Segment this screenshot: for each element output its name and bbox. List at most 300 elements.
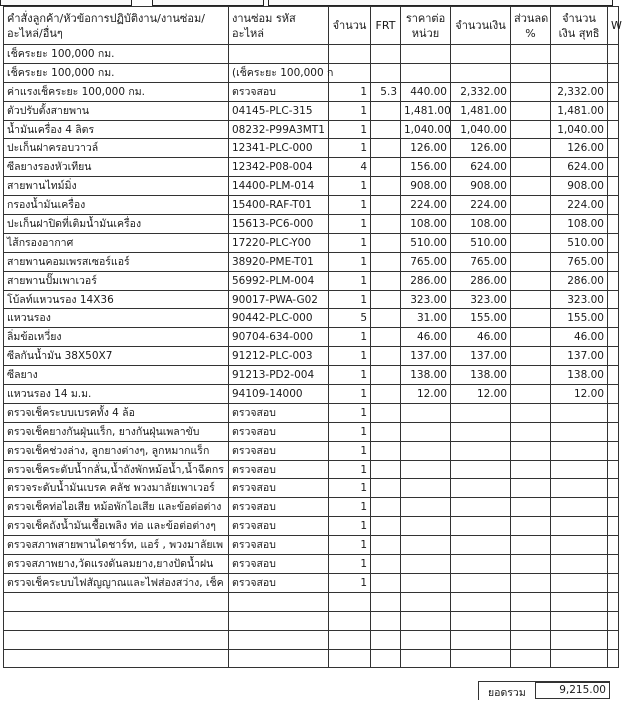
- row-qty: 1: [329, 196, 371, 215]
- row-extra: [608, 101, 619, 120]
- table-row: [4, 82, 619, 101]
- row-code: ตรวจสอบ: [229, 479, 329, 498]
- row-qty: [329, 630, 371, 649]
- header-description: คำสั่งลูกค้า/หัวข้อการปฏิบัติงาน/งานซ่อม/อะไหล่/อื่นๆ: [4, 7, 229, 45]
- row-amount: [451, 517, 511, 536]
- row-amount: [451, 422, 511, 441]
- table-row: [4, 611, 619, 630]
- row-code: 17220-PLC-Y00: [229, 233, 329, 252]
- row-description: สายพานคอมเพรสเซอร์แอร์: [4, 252, 229, 271]
- row-extra: [608, 215, 619, 234]
- row-frt: [371, 328, 401, 347]
- row-qty: 1: [329, 252, 371, 271]
- row-qty: 1: [329, 517, 371, 536]
- row-amount: [451, 611, 511, 630]
- row-qty: 1: [329, 347, 371, 366]
- row-unit-price: 765.00: [401, 252, 451, 271]
- row-frt: [371, 385, 401, 404]
- row-qty: 1: [329, 215, 371, 234]
- row-frt: [371, 592, 401, 611]
- row-code: 91212-PLC-003: [229, 347, 329, 366]
- row-code: [229, 45, 329, 64]
- row-frt: [371, 215, 401, 234]
- row-qty: 1: [329, 573, 371, 592]
- table-row: [4, 120, 619, 139]
- row-amount: [451, 441, 511, 460]
- row-discount: [511, 45, 551, 64]
- row-code: [229, 611, 329, 630]
- row-net-amount: [551, 422, 608, 441]
- row-amount: 46.00: [451, 328, 511, 347]
- row-amount: 224.00: [451, 196, 511, 215]
- row-frt: [371, 101, 401, 120]
- row-description: ไส้กรองอากาศ: [4, 233, 229, 252]
- row-net-amount: 46.00: [551, 328, 608, 347]
- row-code: [229, 630, 329, 649]
- row-discount: [511, 233, 551, 252]
- row-frt: [371, 120, 401, 139]
- row-extra: [608, 573, 619, 592]
- row-extra: [608, 271, 619, 290]
- row-discount: [511, 573, 551, 592]
- row-net-amount: [551, 498, 608, 517]
- row-extra: [608, 309, 619, 328]
- row-code: 15400-RAF-T01: [229, 196, 329, 215]
- row-unit-price: 156.00: [401, 158, 451, 177]
- row-net-amount: [551, 536, 608, 555]
- total-box: [478, 681, 611, 700]
- row-discount: [511, 441, 551, 460]
- row-discount: [511, 460, 551, 479]
- row-code: 15613-PC6-000: [229, 215, 329, 234]
- table-row: [4, 366, 619, 385]
- row-code: ตรวจสอบ: [229, 536, 329, 555]
- row-qty: 1: [329, 385, 371, 404]
- row-net-amount: [551, 649, 608, 668]
- row-code: 12341-PLC-000: [229, 139, 329, 158]
- row-description: ลิ่มข้อเหวี่ยง: [4, 328, 229, 347]
- table-row: [4, 536, 619, 555]
- row-code: 12342-P08-004: [229, 158, 329, 177]
- row-unit-price: [401, 441, 451, 460]
- row-extra: [608, 385, 619, 404]
- row-qty: 1: [329, 403, 371, 422]
- row-description: เช็คระยะ 100,000 กม.: [4, 45, 229, 64]
- table-row: [4, 517, 619, 536]
- row-frt: [371, 460, 401, 479]
- table-row: [4, 630, 619, 649]
- row-extra: [608, 422, 619, 441]
- row-description: [4, 592, 229, 611]
- header-code: งานซ่อม รหัสอะไหล่: [229, 7, 329, 45]
- row-amount: 12.00: [451, 385, 511, 404]
- table-row: [4, 649, 619, 668]
- row-code: ตรวจสอบ: [229, 498, 329, 517]
- row-code: ตรวจสอบ: [229, 460, 329, 479]
- table-row: [4, 45, 619, 64]
- row-extra: [608, 479, 619, 498]
- row-discount: [511, 347, 551, 366]
- row-amount: [451, 479, 511, 498]
- row-discount: [511, 555, 551, 574]
- row-extra: [608, 120, 619, 139]
- row-description: ตรวจเช็คท่อไอเสีย หม้อพักไอเสีย และข้อต่อต่าง: [4, 498, 229, 517]
- row-frt: [371, 630, 401, 649]
- row-frt: [371, 290, 401, 309]
- row-frt: [371, 309, 401, 328]
- row-amount: 1,481.00: [451, 101, 511, 120]
- row-frt: [371, 158, 401, 177]
- row-net-amount: 1,040.00: [551, 120, 608, 139]
- row-unit-price: [401, 498, 451, 517]
- row-qty: 1: [329, 460, 371, 479]
- row-net-amount: [551, 630, 608, 649]
- row-discount: [511, 536, 551, 555]
- row-discount: [511, 271, 551, 290]
- row-description: ตรวจเช็คถังน้ำมันเชื้อเพลิง ท่อ และข้อต่อต่างๆ: [4, 517, 229, 536]
- row-unit-price: 137.00: [401, 347, 451, 366]
- row-code: 56992-PLM-004: [229, 271, 329, 290]
- row-qty: 1: [329, 441, 371, 460]
- table-row: [4, 233, 619, 252]
- row-discount: [511, 82, 551, 101]
- row-frt: [371, 555, 401, 574]
- row-unit-price: 440.00: [401, 82, 451, 101]
- row-description: ตรวจเช็คระดับน้ำกลั่น,น้ำถังพักหม้อน้ำ,น้ำฉีดกร: [4, 460, 229, 479]
- row-unit-price: [401, 422, 451, 441]
- row-code: 14400-PLM-014: [229, 177, 329, 196]
- row-amount: 126.00: [451, 139, 511, 158]
- row-discount: [511, 139, 551, 158]
- row-net-amount: [551, 592, 608, 611]
- row-qty: 1: [329, 290, 371, 309]
- row-qty: [329, 611, 371, 630]
- table-row: [4, 347, 619, 366]
- row-extra: [608, 196, 619, 215]
- header-discount: ส่วนลด %: [511, 7, 551, 45]
- row-amount: 765.00: [451, 252, 511, 271]
- row-net-amount: 323.00: [551, 290, 608, 309]
- row-discount: [511, 649, 551, 668]
- row-qty: 1: [329, 82, 371, 101]
- row-net-amount: [551, 611, 608, 630]
- row-extra: [608, 611, 619, 630]
- header-qty: จำนวน: [329, 7, 371, 45]
- row-unit-price: [401, 460, 451, 479]
- row-description: ค่าแรงเช็คระยะ 100,000 กม.: [4, 82, 229, 101]
- table-row: [4, 101, 619, 120]
- table-row: [4, 460, 619, 479]
- row-frt: [371, 536, 401, 555]
- row-extra: [608, 366, 619, 385]
- table-row: [4, 573, 619, 592]
- row-frt: [371, 479, 401, 498]
- row-description: สายพานปั๊มเพาเวอร์: [4, 271, 229, 290]
- row-frt: [371, 403, 401, 422]
- row-discount: [511, 366, 551, 385]
- row-frt: [371, 573, 401, 592]
- table-row: [4, 441, 619, 460]
- row-discount: [511, 120, 551, 139]
- row-description: [4, 649, 229, 668]
- row-unit-price: [401, 573, 451, 592]
- row-discount: [511, 196, 551, 215]
- row-extra: [608, 252, 619, 271]
- row-net-amount: 1,481.00: [551, 101, 608, 120]
- row-frt: [371, 366, 401, 385]
- row-net-amount: [551, 555, 608, 574]
- row-net-amount: 155.00: [551, 309, 608, 328]
- row-extra: [608, 517, 619, 536]
- row-frt: [371, 649, 401, 668]
- row-description: แหวนรอง: [4, 309, 229, 328]
- row-amount: [451, 498, 511, 517]
- row-code: ตรวจสอบ: [229, 403, 329, 422]
- row-unit-price: 1,481.00: [401, 101, 451, 120]
- row-qty: 1: [329, 536, 371, 555]
- row-frt: [371, 347, 401, 366]
- row-extra: [608, 328, 619, 347]
- table-row: [4, 309, 619, 328]
- table-row: [4, 592, 619, 611]
- row-extra: [608, 403, 619, 422]
- row-description: สายพานไทม์มิ่ง: [4, 177, 229, 196]
- row-discount: [511, 158, 551, 177]
- row-code: ตรวจสอบ: [229, 422, 329, 441]
- row-amount: [451, 592, 511, 611]
- row-code: 04145-PLC-315: [229, 101, 329, 120]
- row-net-amount: 286.00: [551, 271, 608, 290]
- row-net-amount: 224.00: [551, 196, 608, 215]
- row-unit-price: [401, 536, 451, 555]
- table-row: [4, 328, 619, 347]
- row-description: [4, 611, 229, 630]
- row-qty: 1: [329, 498, 371, 517]
- row-description: แหวนรอง 14 ม.ม.: [4, 385, 229, 404]
- row-unit-price: [401, 592, 451, 611]
- row-amount: 908.00: [451, 177, 511, 196]
- row-frt: [371, 422, 401, 441]
- row-extra: [608, 441, 619, 460]
- row-code: (เช็คระยะ 100,000 ก: [229, 63, 329, 82]
- row-extra: [608, 630, 619, 649]
- row-discount: [511, 611, 551, 630]
- row-amount: 510.00: [451, 233, 511, 252]
- row-code: 90442-PLC-000: [229, 309, 329, 328]
- table-row: [4, 555, 619, 574]
- row-qty: 1: [329, 233, 371, 252]
- row-code: 91213-PD2-004: [229, 366, 329, 385]
- row-frt: 5.3: [371, 82, 401, 101]
- row-amount: 1,040.00: [451, 120, 511, 139]
- row-discount: [511, 177, 551, 196]
- row-discount: [511, 63, 551, 82]
- row-code: ตรวจสอบ: [229, 555, 329, 574]
- row-code: [229, 649, 329, 668]
- row-qty: 4: [329, 158, 371, 177]
- row-net-amount: 126.00: [551, 139, 608, 158]
- row-unit-price: [401, 517, 451, 536]
- row-description: ตรวจเช็คยางกันฝุ่นแร็ก, ยางกันฝุ่นเพลาขับ: [4, 422, 229, 441]
- row-discount: [511, 403, 551, 422]
- row-net-amount: 765.00: [551, 252, 608, 271]
- row-code: 08232-P99A3MT1: [229, 120, 329, 139]
- table-row: [4, 158, 619, 177]
- row-qty: [329, 63, 371, 82]
- row-description: กรองน้ำมันเครื่อง: [4, 196, 229, 215]
- row-amount: [451, 460, 511, 479]
- row-qty: 1: [329, 177, 371, 196]
- row-code: ตรวจสอบ: [229, 573, 329, 592]
- row-description: ปะเก็นฝาครอบวาวล์: [4, 139, 229, 158]
- row-unit-price: 323.00: [401, 290, 451, 309]
- row-description: ซีลยาง: [4, 366, 229, 385]
- header-amount: จำนวนเงิน: [451, 7, 511, 45]
- table-row: [4, 290, 619, 309]
- row-unit-price: 908.00: [401, 177, 451, 196]
- table-row: [4, 385, 619, 404]
- row-extra: [608, 649, 619, 668]
- row-net-amount: 108.00: [551, 215, 608, 234]
- row-discount: [511, 290, 551, 309]
- row-discount: [511, 252, 551, 271]
- row-amount: [451, 536, 511, 555]
- row-extra: [608, 45, 619, 64]
- row-discount: [511, 101, 551, 120]
- row-amount: 323.00: [451, 290, 511, 309]
- row-discount: [511, 479, 551, 498]
- row-description: น้ำมันเครื่อง 4 ลิตร: [4, 120, 229, 139]
- row-extra: [608, 555, 619, 574]
- row-frt: [371, 45, 401, 64]
- row-unit-price: [401, 479, 451, 498]
- row-code: 38920-PME-T01: [229, 252, 329, 271]
- row-amount: 108.00: [451, 215, 511, 234]
- table-row: [4, 498, 619, 517]
- row-extra: [608, 536, 619, 555]
- table-row: [4, 479, 619, 498]
- row-unit-price: 224.00: [401, 196, 451, 215]
- row-net-amount: 12.00: [551, 385, 608, 404]
- row-qty: 1: [329, 328, 371, 347]
- row-discount: [511, 592, 551, 611]
- row-amount: 155.00: [451, 309, 511, 328]
- table-row: [4, 63, 619, 82]
- row-amount: [451, 630, 511, 649]
- row-description: ปะเก็นฝาปิดที่เติมน้ำมันเครื่อง: [4, 215, 229, 234]
- row-description: ตรวจสภาพสายพานไดชาร์ท, แอร์ , พวงมาลัยเพ: [4, 536, 229, 555]
- row-description: ตรวจเช็คระบบไฟสัญญาณและไฟส่องสว่าง, เช็ค: [4, 573, 229, 592]
- row-net-amount: [551, 441, 608, 460]
- row-discount: [511, 328, 551, 347]
- row-unit-price: [401, 63, 451, 82]
- row-description: ตรวจสภาพยาง,วัดแรงดันลมยาง,ยางปัดน้ำฝน: [4, 555, 229, 574]
- row-code: 90017-PWA-G02: [229, 290, 329, 309]
- row-extra: [608, 139, 619, 158]
- row-frt: [371, 177, 401, 196]
- row-discount: [511, 498, 551, 517]
- row-unit-price: [401, 555, 451, 574]
- table-row: [4, 139, 619, 158]
- row-discount: [511, 422, 551, 441]
- row-frt: [371, 271, 401, 290]
- table-row: [4, 177, 619, 196]
- row-net-amount: [551, 63, 608, 82]
- row-unit-price: [401, 630, 451, 649]
- header-row: [4, 7, 619, 45]
- row-frt: [371, 233, 401, 252]
- header-net-amount: จำนวนเงิน สุทธิ: [551, 7, 608, 45]
- row-net-amount: 908.00: [551, 177, 608, 196]
- row-qty: 1: [329, 139, 371, 158]
- row-amount: 138.00: [451, 366, 511, 385]
- row-description: ซีลยางรองหัวเทียน: [4, 158, 229, 177]
- row-discount: [511, 309, 551, 328]
- row-net-amount: 510.00: [551, 233, 608, 252]
- row-net-amount: [551, 403, 608, 422]
- row-discount: [511, 385, 551, 404]
- row-frt: [371, 611, 401, 630]
- row-extra: [608, 592, 619, 611]
- row-amount: [451, 555, 511, 574]
- table-row: [4, 215, 619, 234]
- row-qty: 1: [329, 101, 371, 120]
- row-unit-price: 108.00: [401, 215, 451, 234]
- row-amount: [451, 45, 511, 64]
- row-frt: [371, 196, 401, 215]
- row-qty: [329, 649, 371, 668]
- row-code: ตรวจสอบ: [229, 517, 329, 536]
- row-extra: [608, 460, 619, 479]
- row-frt: [371, 441, 401, 460]
- row-description: เช็คระยะ 100,000 กม.: [4, 63, 229, 82]
- row-net-amount: 2,332.00: [551, 82, 608, 101]
- header-frt: FRT: [371, 7, 401, 45]
- row-qty: [329, 45, 371, 64]
- row-unit-price: 138.00: [401, 366, 451, 385]
- row-amount: 286.00: [451, 271, 511, 290]
- row-net-amount: [551, 573, 608, 592]
- row-extra: [608, 290, 619, 309]
- row-code: [229, 592, 329, 611]
- row-amount: [451, 403, 511, 422]
- row-description: ตรวจระดับน้ำมันเบรค คลัช พวงมาลัยเพาเวอร์: [4, 479, 229, 498]
- row-qty: 1: [329, 555, 371, 574]
- row-extra: [608, 347, 619, 366]
- row-unit-price: [401, 45, 451, 64]
- row-net-amount: [551, 517, 608, 536]
- row-code: ตรวจสอบ: [229, 82, 329, 101]
- row-unit-price: 12.00: [401, 385, 451, 404]
- row-extra: [608, 63, 619, 82]
- row-code: 94109-14000: [229, 385, 329, 404]
- row-unit-price: 510.00: [401, 233, 451, 252]
- row-qty: 1: [329, 479, 371, 498]
- row-amount: [451, 649, 511, 668]
- row-unit-price: 46.00: [401, 328, 451, 347]
- row-net-amount: [551, 45, 608, 64]
- row-unit-price: [401, 403, 451, 422]
- row-description: ตรวจเช็คช่วงล่าง, ลูกยางต่างๆ, ลูกหมากแร็ก: [4, 441, 229, 460]
- row-description: ตรวจเช็คระบบเบรคทั้ง 4 ล้อ: [4, 403, 229, 422]
- row-unit-price: 286.00: [401, 271, 451, 290]
- row-frt: [371, 252, 401, 271]
- row-qty: 1: [329, 422, 371, 441]
- row-qty: 1: [329, 366, 371, 385]
- row-frt: [371, 139, 401, 158]
- row-unit-price: 1,040.00: [401, 120, 451, 139]
- total-label: ยอดรวม: [488, 687, 526, 699]
